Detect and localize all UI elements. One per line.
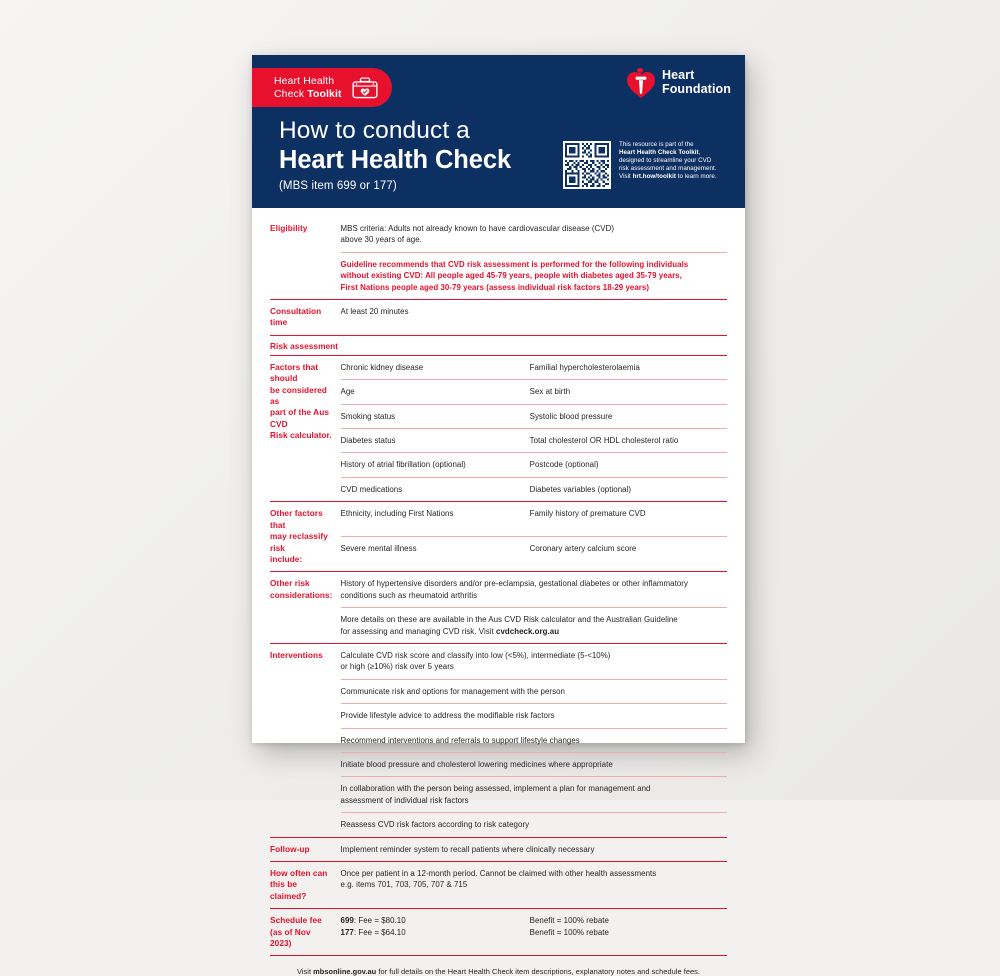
other-factor-cell: Severe mental illness bbox=[341, 537, 530, 572]
claim-frequency-value: Once per patient in a 12-month period. Cannot be claimed with other health assessments e.g. items 701, 703, 705, 707 & 715 bbox=[341, 862, 727, 909]
factor-cell: Familial hypercholesterolaemia bbox=[530, 355, 727, 379]
factor-cell: CVD medications bbox=[341, 477, 530, 501]
intervention-item: Initiate blood pressure and cholesterol lowering medicines where appropriate bbox=[341, 752, 727, 776]
factor-cell: History of atrial fibrillation (optional) bbox=[341, 453, 530, 477]
table-row-risk-assessment-header bbox=[270, 335, 727, 355]
heart-foundation-torch-logo bbox=[626, 67, 656, 99]
table-row-followup bbox=[270, 837, 727, 861]
qr-code-glyph bbox=[565, 143, 609, 187]
title-line-1: How to conduct a bbox=[279, 117, 470, 144]
factor-cell: Smoking status bbox=[341, 404, 530, 428]
toolkit-badge bbox=[252, 68, 392, 107]
row-label-schedule-fee: Schedule fee (as of Nov 2023) bbox=[270, 909, 341, 956]
intervention-item: Provide lifestyle advice to address the modifiable risk factors bbox=[341, 704, 727, 728]
factor-cell: Postcode (optional) bbox=[530, 453, 727, 477]
qr-caption-line-3: designed to streamline your CVD bbox=[619, 157, 712, 165]
row-label-interventions: Interventions bbox=[270, 643, 341, 837]
row-label-aus-cvd-factors: Factors that should be considered as part of the Aus CVD Risk calculator. bbox=[270, 355, 341, 501]
cvdcheck-url[interactable]: cvdcheck.org.au bbox=[496, 626, 560, 636]
qr-section bbox=[563, 141, 717, 189]
factor-cell: Chronic kidney disease bbox=[341, 355, 530, 379]
table-row-factor-1 bbox=[270, 355, 727, 379]
consultation-time-value: At least 20 minutes bbox=[341, 300, 727, 336]
medical-kit-heart-icon bbox=[352, 77, 378, 99]
footnote: Visit mbsonline.gov.au for full details on the Heart Health Check item descriptions, explanatory notes and schedule fees. bbox=[296, 967, 701, 976]
other-risk-item-1: History of hypertensive disorders and/or pre-eclampsia, gestational diabetes or other inflammatory conditions such as rheumatoid arthritis bbox=[341, 572, 727, 608]
table-row-other-factor-1 bbox=[270, 502, 727, 537]
other-factor-cell: Ethnicity, including First Nations bbox=[341, 502, 530, 537]
page-title bbox=[279, 117, 511, 192]
qr-code[interactable] bbox=[563, 141, 611, 189]
heart-foundation-wordmark bbox=[662, 69, 731, 96]
table-row-intervention-1 bbox=[270, 643, 727, 679]
table-row-other-risk-1 bbox=[270, 572, 727, 608]
row-label-followup: Follow-up bbox=[270, 837, 341, 861]
document-page bbox=[252, 55, 745, 976]
brand-line1: Heart bbox=[661, 68, 695, 83]
schedule-fee-items: 699: Fee = $80.10 177: Fee = $64.10 bbox=[341, 909, 530, 956]
intervention-item: Recommend interventions and referrals to support lifestyle changes bbox=[341, 728, 727, 752]
mbsonline-url[interactable]: mbsonline.gov.au bbox=[313, 967, 377, 976]
factor-cell: Diabetes variables (optional) bbox=[530, 477, 727, 501]
schedule-fee-benefits: Benefit = 100% rebate Benefit = 100% rebate bbox=[530, 909, 727, 956]
toolkit-badge-line1: Heart Health bbox=[274, 74, 335, 87]
intervention-item: In collaboration with the person being assessed, implement a plan for management and assessment of individual risk factors bbox=[341, 777, 727, 813]
row-label-claim-frequency: How often can this be claimed? bbox=[270, 862, 341, 909]
toolkit-url[interactable]: hrt.how/toolkit bbox=[632, 173, 676, 181]
table-row-consultation-time bbox=[270, 300, 727, 336]
toolkit-badge-line2: Check Toolkit bbox=[274, 87, 342, 100]
brand-line2: Foundation bbox=[661, 82, 731, 96]
table-row-eligibility-mbs bbox=[270, 217, 727, 252]
qr-caption-line-5: Visit hrt.how/toolkit to learn more. bbox=[619, 173, 717, 181]
other-factor-cell: Family history of premature CVD bbox=[530, 502, 727, 537]
factor-cell: Age bbox=[341, 380, 530, 404]
qr-caption-line-2: Heart Health Check Toolkit, bbox=[619, 149, 701, 157]
row-label-other-risk-considerations: Other risk considerations: bbox=[270, 572, 341, 644]
eligibility-mbs-criteria: MBS criteria: Adults not already known to have cardiovascular disease (CVD) above 30 years of age. bbox=[340, 224, 614, 245]
followup-value: Implement reminder system to recall patients where clinically necessary bbox=[341, 837, 727, 861]
row-label-consultation-time: Consultation time bbox=[270, 300, 341, 336]
section-header-risk-assessment: Risk assessment bbox=[270, 335, 727, 355]
document-body bbox=[252, 208, 745, 976]
hhc-summary-table bbox=[270, 217, 727, 956]
title-line-2: Heart Health Check bbox=[279, 146, 512, 174]
factor-cell: Sex at birth bbox=[530, 380, 727, 404]
eligibility-guideline-note: Guideline recommends that CVD risk assessment is performed for the following individuals without existing CVD: All people aged 45-79 years, people with diabetes aged 35-79 years, First Nations people aged 30-79 years (assess individual risk factors 18-29 years) bbox=[341, 252, 727, 299]
qr-caption-line-4: risk assessment and management. bbox=[619, 165, 717, 173]
document-header bbox=[252, 55, 745, 208]
toolkit-badge-text bbox=[274, 75, 342, 100]
other-risk-item-2: More details on these are available in the Aus CVD Risk calculator and the Australian Guideline for assessing and managing CVD risk. Visit cvdcheck.org.au bbox=[341, 608, 727, 644]
factor-cell: Total cholesterol OR HDL cholesterol ratio bbox=[530, 429, 727, 453]
intervention-item: Communicate risk and options for management with the person bbox=[341, 679, 727, 703]
other-factor-cell: Coronary artery calcium score bbox=[530, 537, 727, 572]
qr-caption-line-1: This resource is part of the bbox=[619, 141, 694, 148]
heart-foundation-logo bbox=[626, 67, 731, 99]
factor-cell: Systolic blood pressure bbox=[530, 404, 727, 428]
row-label-eligibility: Eligibility bbox=[270, 223, 308, 233]
row-label-other-factors: Other factors that may reclassify risk include: bbox=[270, 502, 341, 572]
qr-caption bbox=[619, 141, 717, 189]
table-row-claim-frequency bbox=[270, 862, 727, 909]
intervention-item: Calculate CVD risk score and classify into low (<5%), intermediate (5-<10%) or high (≥10%) risk over 5 years bbox=[341, 643, 727, 679]
factor-cell: Diabetes status bbox=[341, 429, 530, 453]
title-subtitle: (MBS item 699 or 177) bbox=[279, 180, 397, 192]
intervention-item: Reassess CVD risk factors according to risk category bbox=[341, 813, 727, 837]
table-row-schedule-fee bbox=[270, 909, 727, 956]
